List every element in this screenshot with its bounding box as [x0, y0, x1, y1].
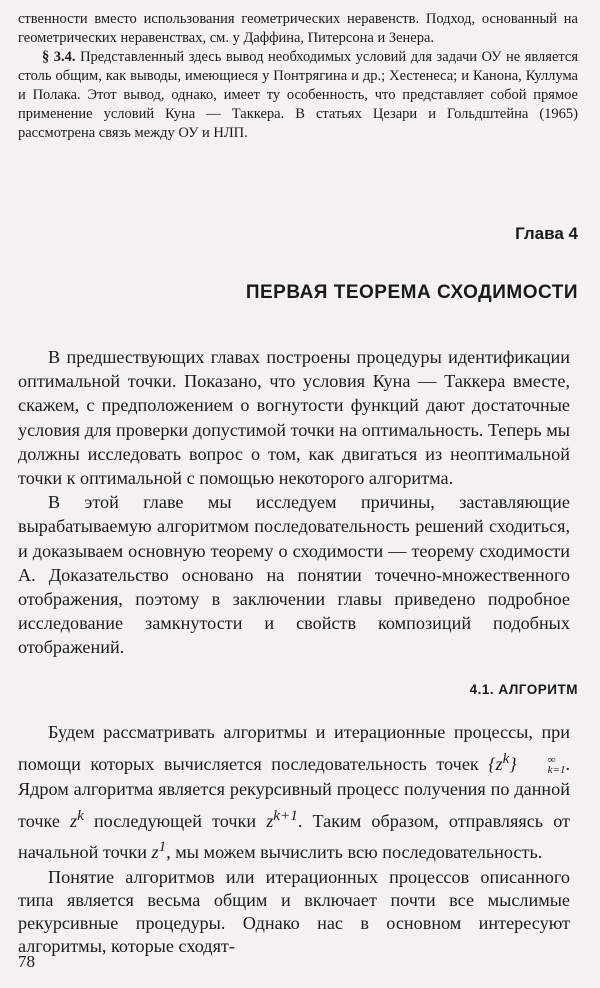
chapter-title: ПЕРВАЯ ТЕОРЕМА СХОДИМОСТИ — [245, 282, 578, 303]
math-sup: k — [502, 749, 510, 767]
page-number: 78 — [18, 952, 35, 971]
math-base: z — [70, 810, 78, 831]
note-section-label: § 3.4. — [42, 49, 76, 65]
math-sup: k — [77, 806, 84, 824]
text-run: Будем рассматривать алгоритмы и итерационные процессы, при помощи которых вычисляется последовательность точек — [18, 722, 570, 774]
note-paragraph-2 — [18, 48, 578, 143]
text-run: . Ядром алгоритма является рекурсивный процесс получения по данной точке — [18, 753, 570, 831]
chapter-label: Глава 4 — [515, 224, 578, 243]
text-run: последующей точки — [83, 810, 267, 831]
section-body — [18, 720, 570, 958]
math-zk1 — [266, 806, 298, 831]
math-brace: } — [509, 753, 517, 774]
section-heading: 4.1. АЛГОРИТМ — [469, 682, 578, 697]
note-paragraph-1: ственности вместо использования геометрических неравенств. Подход, основанный на геометрических неравенствах, см. у Даффина, Питерсона и Зенера. — [18, 11, 578, 46]
math-sup: k+1 — [273, 806, 298, 824]
section-paragraph-1 — [18, 720, 570, 866]
text-run: . Таким образом, отправляясь от начальной точки — [18, 810, 570, 863]
intro-paragraph-2: В этой главе мы исследуем причины, заставляющие вырабатываемую алгоритмом последовательность решений сходиться, и доказываем основную теорему о сходимости — теорему сходимости А. Доказательство основано на понятии точечно-множественного отображения, поэтому в заключении главы приведено подробное исследование замкнутости и свойств композиций подобных отображений. — [18, 492, 570, 658]
math-base: {z — [488, 753, 503, 774]
text-run: , мы можем вычислить всю последовательность. — [166, 842, 543, 863]
math-limit-sup: ∞ — [547, 754, 556, 767]
math-zk — [70, 806, 84, 831]
notes-block — [18, 10, 578, 143]
note-paragraph-2-text: Представленный здесь вывод необходимых условий для задачи ОУ не является столь общим, как выводы, имеющиеся у Понтрягина и др.; Хестенеса; и Канона, Куллума и Полака. Этот вывод, однако, имеет ту особенность, что представляет собой прямое применение условий Куна — Таккера. В статьях Цезари и Гольдштейна (1965) рассмотрена связь между ОУ и НЛП. — [18, 49, 579, 141]
section-paragraph-2: Понятие алгоритмов или итерационных процессов описанного типа является весьма общим и включает почти все мыслимые рекурсивные процедуры. Однако нас в основном интересуют алгоритмы, которые сходят- — [18, 866, 570, 956]
math-base: z — [266, 810, 274, 831]
math-z1 — [151, 838, 167, 863]
intro-paragraph-1: В предшествующих главах построены процедуры идентификации оптимальной точки. Показано, что условия Куна — Таккера вместе, скажем, с предположением о вогнутости функций дают достаточные условия для проверки допустимой точки на оптимальность. Теперь мы должны исследовать вопрос о том, как двигаться из неоптимальной точки к оптимальной с помощью некоторого алгоритма. — [18, 347, 570, 489]
math-sequence — [488, 749, 566, 777]
math-sup: 1 — [158, 838, 167, 856]
math-limits — [518, 755, 566, 775]
math-base: z — [151, 842, 159, 863]
math-limit-sub: k=1 — [547, 764, 566, 777]
chapter-intro — [18, 345, 570, 660]
